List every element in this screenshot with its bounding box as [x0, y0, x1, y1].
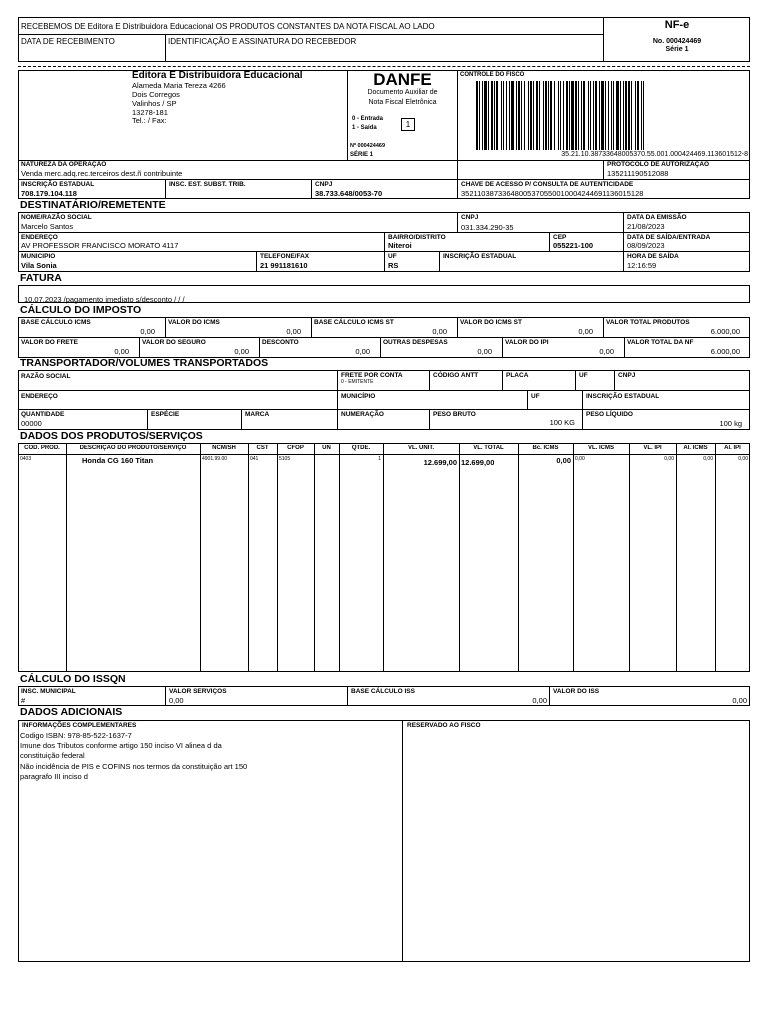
iss-vs-value: 0,00 [169, 696, 184, 705]
rec-name-label: NOME/RAZÃO SOCIAL [21, 214, 92, 221]
rec-v4 [549, 232, 550, 251]
rec-v1 [457, 212, 458, 232]
imposto-value: 0,00 [114, 347, 129, 356]
tr-placa-label: PLACA [506, 372, 529, 379]
protocolo-label: PROTOCOLO DE AUTORIZAÇÃO [607, 161, 710, 168]
rec-municipio-value: Vila Sonia [21, 261, 57, 270]
rec-emissao-label: DATA DA EMISSÃO [627, 214, 687, 221]
tr-frete-value: 0 - EMITENTE [341, 379, 374, 385]
issuer-phone: Tel.: / Fax: [132, 116, 167, 125]
imposto-label: VALOR DO FRETE [21, 339, 78, 346]
imposto-label: VALOR DO ICMS [168, 319, 220, 326]
section-adicionais: DADOS ADICIONAIS [20, 706, 123, 718]
prod-cell: Honda CG 160 Titan [82, 456, 154, 465]
danfe-number: Nº 000424469 [350, 143, 386, 149]
issuer-district: Dois Corregos [132, 90, 180, 99]
imposto-value: 0,00 [234, 347, 249, 356]
imposto-label: OUTRAS DESPESAS [383, 339, 448, 346]
receipt-nfe: NF-e [664, 19, 690, 31]
danfe-series: SÉRIE 1 [350, 152, 374, 158]
tr-v6 [527, 390, 528, 409]
rec-uf-value: RS [388, 261, 399, 270]
prod-header-cell: COD. PROD. [24, 445, 60, 451]
prod-cell: 041 [250, 456, 259, 462]
tr-numeracao-label: NUMERAÇÃO [341, 411, 384, 418]
tr-v10 [337, 409, 338, 430]
imposto-value: 6.000,00 [710, 327, 740, 336]
iss-bc-value: 0,00 [532, 696, 547, 705]
prod-cell: 0,00 [703, 456, 713, 462]
natureza-value: Venda merc.adq.rec.terceiros dest.ñ contribuinte [21, 169, 183, 178]
danfe-subtitle2: Nota Fiscal Eletrônica [368, 99, 437, 106]
tr-liquido-label: PESO LÍQUIDO [586, 411, 633, 418]
section-imposto: CÁLCULO DO IMPOSTO [20, 304, 142, 316]
iss-vs-label: VALOR SERVIÇOS [169, 688, 227, 695]
rec-v3 [384, 232, 385, 251]
iss-im-label: INSC. MUNICIPAL [21, 688, 76, 695]
imposto-label: VALOR DO IPI [505, 339, 549, 346]
prod-header-cell: CST [256, 445, 269, 451]
imposto-value: 6.000,00 [710, 347, 740, 356]
fisco-code: 35.21.10.38733648005370.55.001.000424469.113601512-8 [561, 151, 748, 158]
tr-frete-label: FRETE POR CONTA [341, 372, 403, 379]
imposto-label: VALOR TOTAL PRODUTOS [606, 319, 690, 326]
prod-header-line [18, 454, 750, 455]
imposto-label: BASE CÁLCULO ICMS [21, 319, 91, 326]
prod-cell: 0,00 [556, 456, 571, 465]
section-fatura: FATURA [20, 272, 62, 284]
rec-bairro-value: Niteroi [388, 241, 412, 250]
tr-v2 [429, 370, 430, 390]
prod-cell: 0,00 [738, 456, 748, 462]
tr-v5 [614, 370, 615, 390]
imposto-value: 0,00 [578, 327, 593, 336]
chave-value: 35211038733648005370550010004244691136015128 [461, 189, 644, 198]
tr-antt-label: CÓDIGO ANTT [433, 372, 479, 379]
produtos-table [18, 443, 750, 672]
prod-col-divider [66, 443, 67, 672]
receipt-series: Série 1 [665, 46, 689, 53]
prod-cell: 0,00 [575, 456, 585, 462]
tr-bruto-value: 100 KG [549, 418, 575, 427]
cnpj-label: CNPJ [315, 181, 333, 188]
prod-cell: 12.699,00 [461, 458, 495, 467]
danfe-entrada: 0 - Entrada [352, 116, 384, 122]
prod-header-cell: QTDE. [351, 445, 371, 451]
receipt-number: No. 000424469 [652, 38, 702, 45]
fisco-reserved-label: RESERVADO AO FISCO [407, 722, 481, 729]
imposto-label: BASE CÁLCULO ICMS ST [314, 319, 394, 326]
tr-bruto-label: PESO BRUTO [433, 411, 476, 418]
prod-header-cell: VL. UNIT. [407, 445, 434, 451]
iss-iss-label: VALOR DO ISS [553, 688, 600, 695]
rec-municipio-label: MUNICIPIO [21, 253, 56, 260]
ie-value: 708.179.104.118 [21, 189, 77, 198]
header-v3 [603, 160, 604, 180]
prod-col-divider [200, 443, 201, 672]
rec-endereco-label: ENDEREÇO [21, 234, 58, 241]
imp-h1 [18, 337, 750, 338]
adic-v1 [402, 720, 403, 962]
tr-cnpj-label: CNPJ [618, 372, 636, 379]
issuer-cep: 13278-181 [132, 108, 168, 117]
fatura-value: 10.07.2023 /pagamento imediato s/desconto / / / [24, 295, 185, 304]
tr-uf-label: UF [579, 372, 588, 379]
prod-col-divider [715, 443, 716, 672]
prod-header-cell: NCM/SH [212, 445, 236, 451]
natureza-label: NATUREZA DA OPERAÇÃO [21, 161, 107, 168]
tr-v7 [582, 390, 583, 409]
danfe-subtitle1: Documento Auxiliar de [367, 89, 438, 96]
tr-v1 [337, 370, 338, 410]
info-line: Imune dos Tributos conforme artigo 150 inciso VI alinea d da [20, 741, 222, 751]
prod-cell: 12.699,00 [423, 458, 457, 467]
prod-header-cell: VL. ICMS [587, 445, 614, 451]
cnpj-value: 38.733.648/0053-70 [315, 189, 383, 198]
rec-bairro-label: BAIRRO/DISTRITO [388, 234, 446, 241]
rec-cep-label: CEP [553, 234, 567, 241]
prod-header-cell: VL. IPI [643, 445, 662, 451]
rec-endereco-value: AV PROFESSOR FRANCISCO MORATO 4117 [21, 241, 179, 250]
iss-bc-label: BASE CÁLCULO ISS [351, 688, 415, 695]
prod-col-divider [383, 443, 384, 672]
prod-col-divider [248, 443, 249, 672]
chave-label: CHAVE DE ACESSO P/ CONSULTA DE AUTENTICIDADE [461, 181, 634, 188]
ie-st-label: INSC. EST. SUBST. TRIB. [169, 181, 246, 188]
info-lines [20, 731, 398, 782]
iss-v3 [549, 686, 550, 706]
prod-header-cell: UN [322, 445, 331, 451]
prod-header-cell: Al. IPI [724, 445, 741, 451]
danfe-type-box: 1 [401, 118, 415, 131]
tr-v3 [502, 370, 503, 390]
rec-v5 [256, 251, 257, 272]
danfe-saida: 1 - Saída [352, 125, 377, 131]
prod-col-divider [339, 443, 340, 672]
rec-uf-label: UF [388, 253, 397, 260]
rec-saida-label: DATA DE SAÍDA/ENTRADA [627, 234, 711, 241]
prod-col-divider [629, 443, 630, 672]
imposto-label: VALOR DO SEGURO [142, 339, 206, 346]
tr-v4 [575, 370, 576, 390]
cut-line [18, 66, 750, 67]
rec-hora-label: HORA DE SAÍDA [627, 253, 679, 260]
rec-hora-value: 12:16:59 [627, 261, 657, 270]
info-line: Codigo ISBN: 978-85-522-1637-7 [20, 731, 132, 740]
rec-saida-value: 08/09/2023 [627, 241, 665, 250]
tr-ie-label: INSCRIÇÃO ESTADUAL [586, 393, 660, 400]
rec-v6 [384, 251, 385, 272]
info-line: constituição federal [20, 751, 85, 761]
tr-v8 [147, 409, 148, 430]
prod-header-cell: DESCRIÇÃO DO PRODUTO/SERVIÇO [79, 445, 187, 451]
iss-v2 [347, 686, 348, 706]
info-label: INFORMAÇÕES COMPLEMENTARES [22, 722, 137, 729]
imposto-label: VALOR TOTAL DA NF [627, 339, 694, 346]
prod-cell: 0,00 [664, 456, 674, 462]
header-v5 [311, 179, 312, 199]
rec-ie-label: INSCRIÇÃO ESTADUAL [443, 253, 517, 260]
issuer-name: Editora E Distribuidora Educacional [132, 70, 303, 81]
section-destinatario: DESTINATÁRIO/REMETENTE [20, 199, 166, 211]
prod-col-divider [518, 443, 519, 672]
tr-endereco-label: ENDEREÇO [21, 393, 58, 400]
ie-label: INSCRIÇÃO ESTADUAL [21, 181, 95, 188]
prod-header-cell: CFOP [287, 445, 304, 451]
tr-h2 [18, 409, 750, 410]
rec-name-value: Marcelo Santos [21, 222, 74, 231]
protocolo-value: 135211190512088 [607, 169, 669, 178]
fisco-label: CONTROLE DO FISCO [460, 72, 525, 78]
imposto-value: 0,00 [432, 327, 447, 336]
section-produtos: DADOS DOS PRODUTOS/SERVIÇOS [20, 430, 203, 442]
prod-header-cell: Al. ICMS [683, 445, 708, 451]
tr-qtd-value: 00000 [21, 419, 42, 428]
prod-header-cell: Bc. ICMS [532, 445, 559, 451]
danfe-title: DANFE [373, 70, 432, 89]
receipt-sign-label: IDENTIFICAÇÃO E ASSINATURA DO RECEBEDOR [168, 37, 357, 46]
prod-col-divider [676, 443, 677, 672]
prod-cell: 4901.99.00 [202, 456, 228, 462]
prod-cell: 5105 [279, 456, 291, 462]
imposto-value: 0,00 [599, 347, 614, 356]
receipt-vline [165, 34, 166, 62]
tr-liquido-value: 100 kg [719, 419, 742, 428]
iss-iss-value: 0,00 [732, 696, 747, 705]
issuer-address: Alameda Maria Tereza 4266 [132, 81, 226, 90]
info-line: Não incidência de PIS e COFINS nos termos da constituição art 150 [20, 761, 248, 771]
rec-cnpj-label: CNPJ [461, 214, 479, 221]
iss-im-value: # [21, 696, 26, 705]
tr-h1 [18, 390, 750, 391]
rec-emissao-value: 21/08/2023 [627, 222, 665, 231]
tr-razao-label: RAZÃO SOCIAL [21, 373, 71, 380]
barcode [476, 81, 746, 150]
iss-v1 [165, 686, 166, 706]
rec-fone-value: 21 991181610 [260, 261, 308, 270]
prod-cell: 0403 [20, 456, 32, 462]
imposto-value: 0,00 [355, 347, 370, 356]
header-h2 [18, 179, 750, 180]
imposto-value: 0,00 [286, 327, 301, 336]
rec-v2 [623, 212, 624, 272]
tr-especie-label: ESPÉCIE [151, 411, 180, 418]
imposto-value: 0,00 [140, 327, 155, 336]
tr-municipio-label: MUNICÍPIO [341, 393, 376, 400]
tr-uf2-label: UF [531, 393, 540, 400]
tr-v9 [241, 409, 242, 430]
rec-v7 [439, 251, 440, 272]
info-line: paragrafo III inciso d [20, 771, 88, 781]
imposto-value: 0,00 [477, 347, 492, 356]
receipt-hline [18, 34, 604, 35]
imposto-label: VALOR DO ICMS ST [460, 319, 522, 326]
issuer-city: Valinhos / SP [132, 99, 177, 108]
prod-header-cell: VL. TOTAL [473, 445, 504, 451]
receipt-date-label: DATA DE RECEBIMENTO [21, 37, 115, 46]
tr-qtd-label: QUANTIDADE [21, 411, 65, 418]
rec-cep-value: 055221-100 [553, 241, 594, 250]
rec-cnpj-value: 031.334.290-35 [461, 223, 514, 232]
section-issqn: CÁLCULO DO ISSQN [20, 673, 126, 685]
receipt-text: RECEBEMOS DE Editora E Distribuidora Educacional OS PRODUTOS CONSTANTES DA NOTA FISCAL AO LADO [21, 22, 435, 31]
prod-col-divider [314, 443, 315, 672]
prod-cell: 1 [378, 456, 381, 462]
prod-col-divider [277, 443, 278, 672]
prod-col-divider [573, 443, 574, 672]
section-transporte: TRANSPORTADOR/VOLUMES TRANSPORTADOS [20, 357, 269, 369]
header-v4 [165, 179, 166, 199]
prod-col-divider [459, 443, 460, 672]
imposto-label: DESCONTO [262, 339, 299, 346]
rec-fone-label: TELEFONE/FAX [260, 253, 310, 260]
tr-marca-label: MARCA [245, 411, 270, 418]
